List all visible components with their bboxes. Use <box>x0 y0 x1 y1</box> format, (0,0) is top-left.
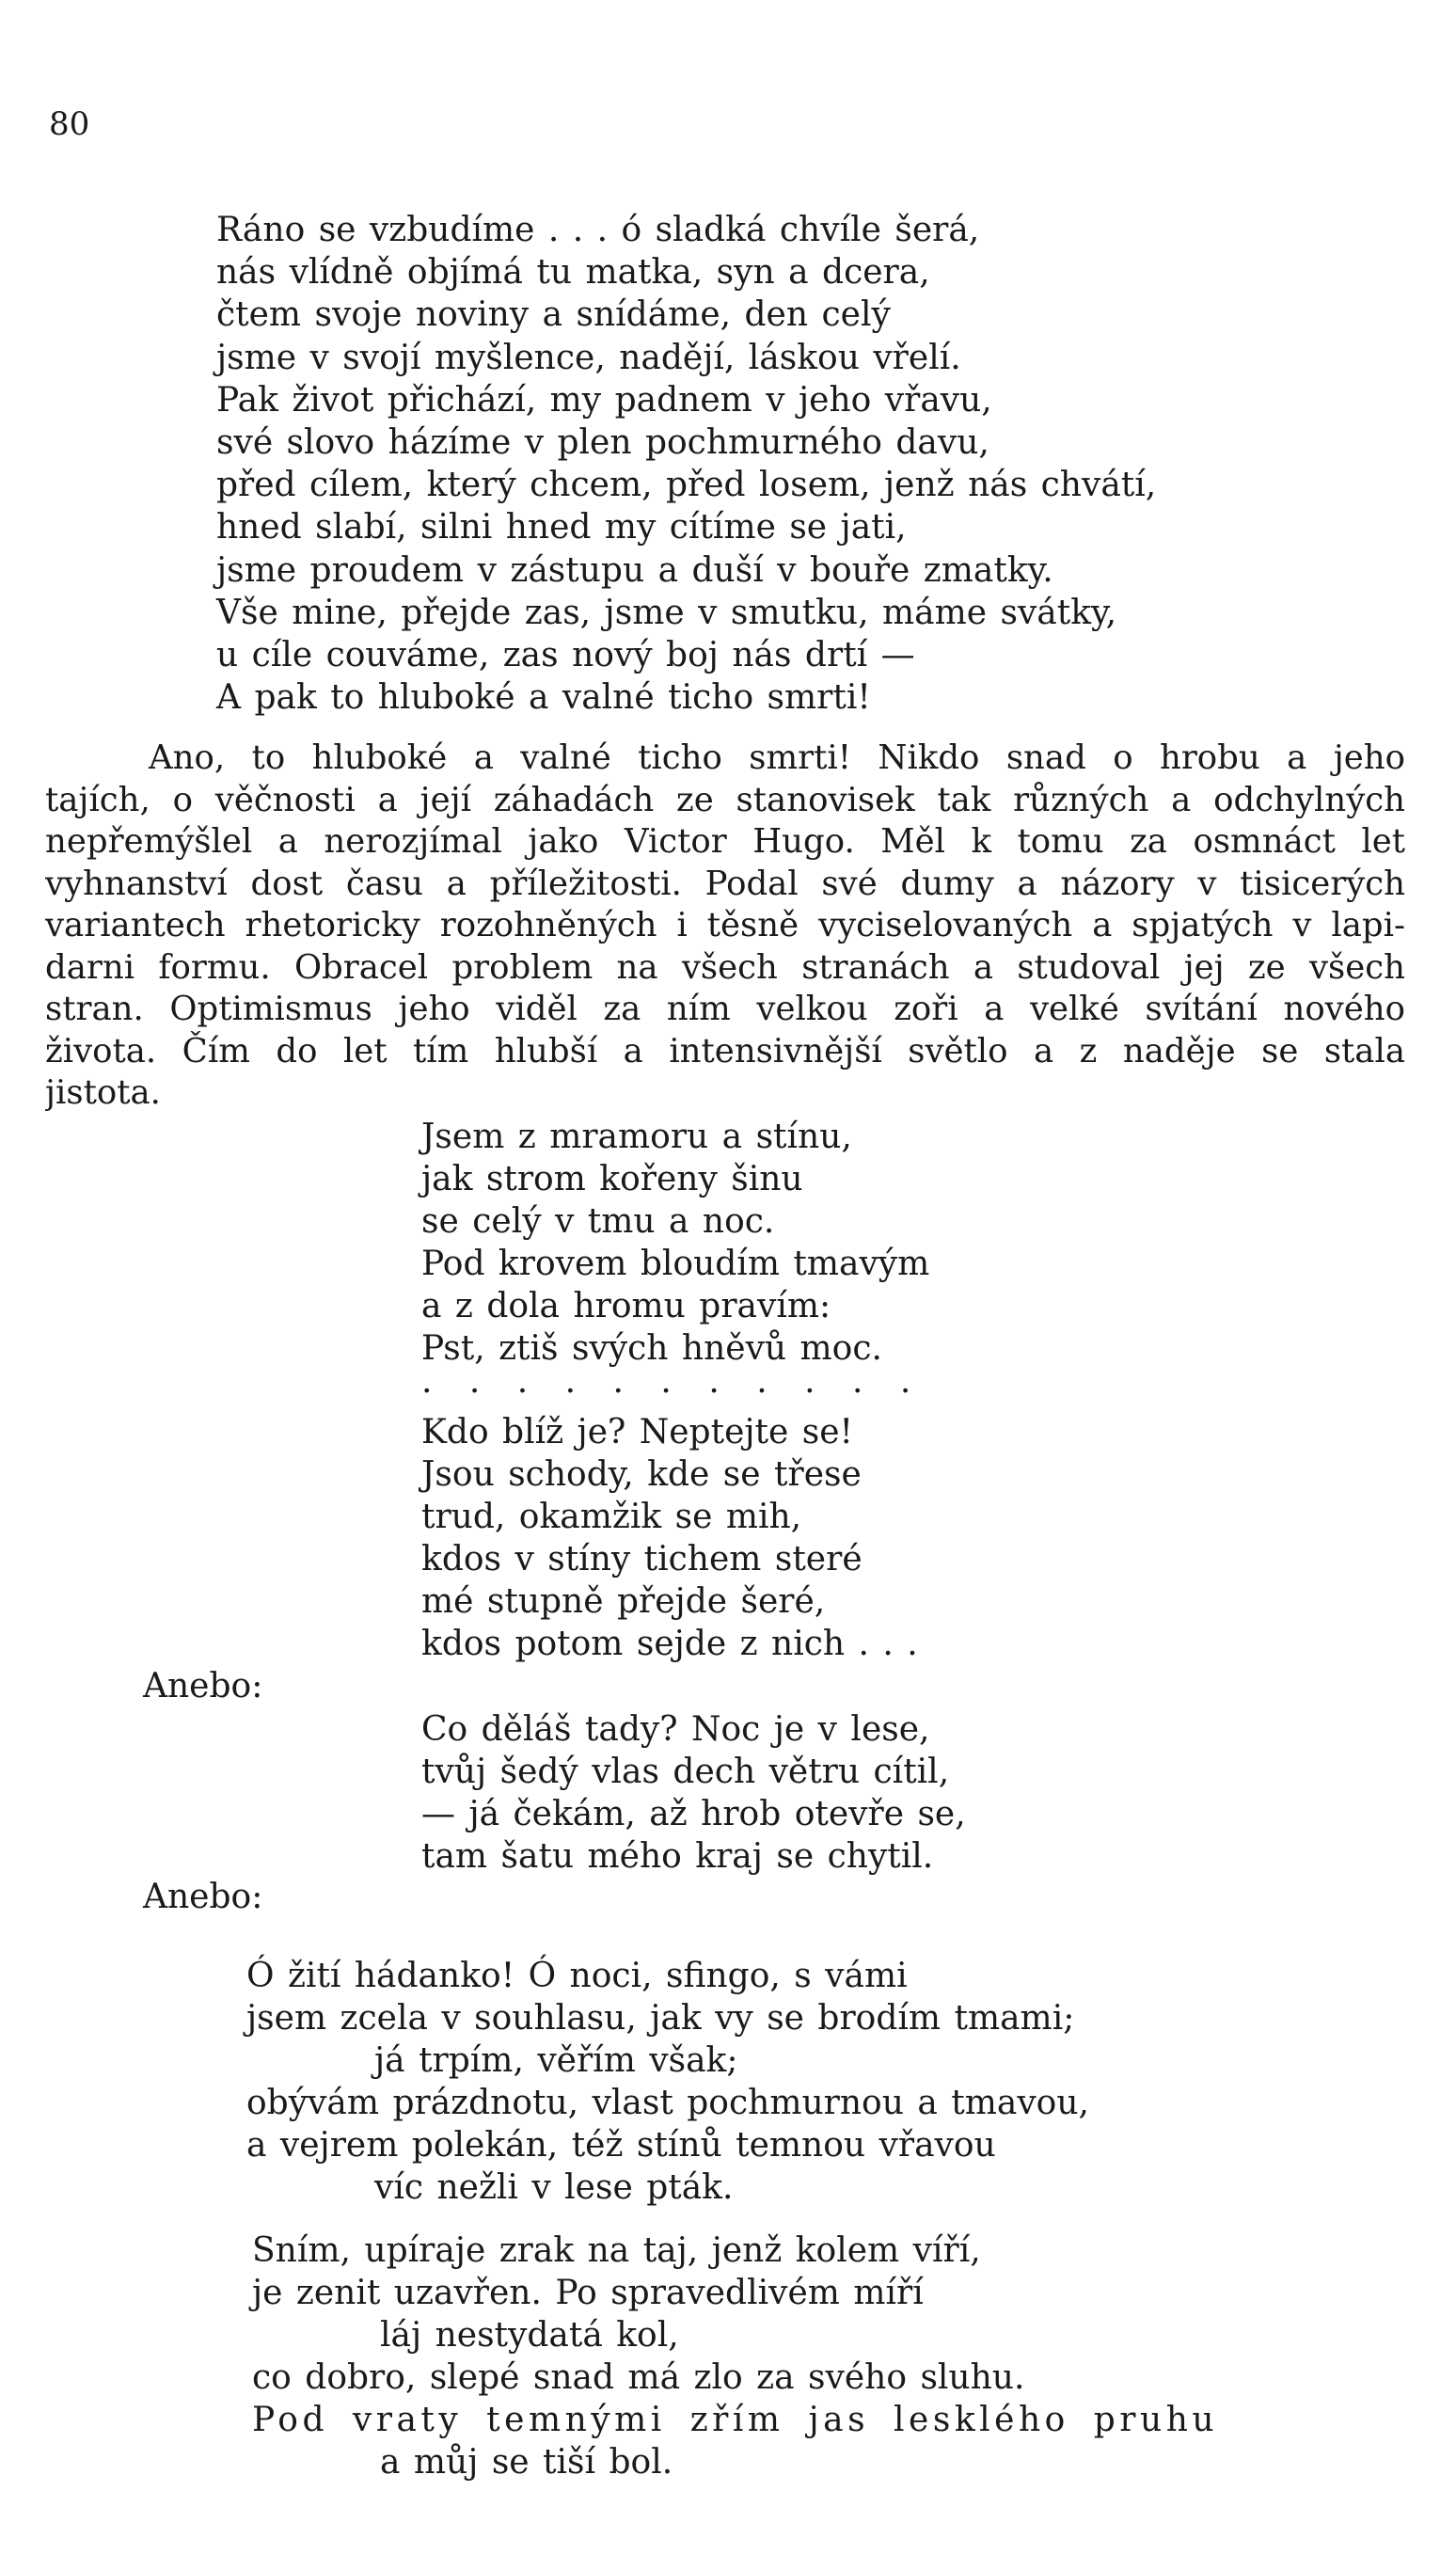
verse-line: Ó žití hádanko! Ó noci, sfingo, s vámi <box>246 1957 908 1995</box>
prose-line: stran. Optimismus jeho viděl za ním velkou zoři a velké svítání nového <box>45 990 1405 1028</box>
verse-line: jsem zcela v souhlasu, jak vy se brodím tmami; <box>246 1999 1075 2038</box>
prose-paragraph <box>45 738 1405 1115</box>
verse-line: a můj se tiší bol. <box>380 2443 673 2482</box>
prose-line: života. Čím do let tím hlubší a intensivnější světlo a z naděje se stala <box>45 1031 1405 1071</box>
verse-line: víc nežli v lese pták. <box>374 2168 734 2207</box>
verse-line: a z dola hromu pravím: <box>421 1287 831 1325</box>
prose-line: nepřemýšlel a nerozjímal jako Victor Hugo. Měl k tomu za osmnáct let <box>45 822 1405 861</box>
verse-line: své slovo házíme v plen pochmurného davu, <box>216 423 989 463</box>
verse-line: jsme v svojí myšlence, nadějí, láskou vřelí. <box>216 338 961 377</box>
anebo-label: Anebo: <box>143 1667 263 1705</box>
verse-line: se celý v tmu a noc. <box>421 1202 775 1241</box>
opening-stanza <box>216 209 1156 719</box>
verse-line: Jsem z mramoru a stínu, <box>421 1118 852 1156</box>
verse-line: jak strom kořeny šinu <box>421 1160 803 1198</box>
poem-marble <box>421 1116 929 1370</box>
verse-line: a vejrem polekán, též stínů temnou vřavou <box>246 2126 996 2165</box>
verse-line: co dobro, slepé snad má zlo za svého sluhu. <box>252 2358 1025 2397</box>
verse-line: já trpím, věřím však; <box>374 2041 738 2080</box>
poem-stairs <box>421 1411 918 1665</box>
verse-line: — já čekám, až hrob otevře se, <box>421 1795 966 1833</box>
verse-line: hned slabí, silni hned my cítíme se jati, <box>216 508 907 547</box>
verse-line: Pod vraty temnými zřím jas lesklého pruhu <box>252 2401 1219 2439</box>
verse-line: trud, okamžik se mih, <box>421 1498 802 1536</box>
verse-line: Ráno se vzbudíme . . . ó sladká chvíle šerá, <box>216 211 980 249</box>
verse-line: Sním, upíraje zrak na taj, jenž kolem víří, <box>252 2231 981 2270</box>
verse-line: jsme proudem v zástupu a duší v bouře zmatky. <box>216 550 1053 590</box>
verse-line: tvůj šedý vlas dech větru cítil, <box>421 1753 950 1791</box>
prose-line: vyhnanství dost času a příležitosti. Podal své dumy a názory v tisicerých <box>45 864 1405 903</box>
page-number: 80 <box>49 105 90 143</box>
verse-line: Pod krovem bloudím tmavým <box>421 1245 930 1283</box>
verse-line: obývám prázdnotu, vlast pochmurnou a tmavou, <box>246 2084 1089 2122</box>
prose-line: tajích, o věčnosti a její záhadách ze stanovisek tak různých a odchylných <box>45 780 1405 819</box>
verse-line: A pak to hluboké a valné ticho smrti! <box>216 678 871 718</box>
verse-line: nás vlídně objímá tu matka, syn a dcera, <box>216 253 930 293</box>
verse-line: Vše mine, přejde zas, jsme v smutku, máme svátky, <box>216 593 1117 632</box>
verse-line: u cíle couváme, zas nový boj nás drtí — <box>216 636 915 675</box>
poem-dream <box>252 2229 1218 2483</box>
verse-line: tam šatu mého kraj se chytil. <box>421 1837 934 1876</box>
prose-line: Ano, to hluboké a valné ticho smrti! Nikdo snad o hrobu a jeho <box>149 738 1405 777</box>
verse-line: Kdo blíž je? Neptejte se! <box>421 1413 853 1452</box>
verse-line: čtem svoje noviny a snídáme, den celý <box>216 295 891 335</box>
verse-line: Co děláš tady? Noc je v lese, <box>421 1710 930 1749</box>
verse-line: Jsou schody, kde se třese <box>421 1455 862 1494</box>
poem-forest <box>421 1708 966 1878</box>
verse-line: láj nestydatá kol, <box>380 2316 679 2355</box>
verse-line: mé stupně přejde šeré, <box>421 1582 826 1621</box>
verse-line: Pak život přichází, my padnem v jeho vřavu, <box>216 380 992 420</box>
verse-line: kdos potom sejde z nich . . . <box>421 1625 918 1663</box>
prose-line: variantech rhetoricky rozohněných i těsně vyciselovaných a spjatých v lapi- <box>45 906 1405 944</box>
verse-line: Pst, ztiš svých hněvů moc. <box>421 1329 882 1368</box>
verse-line: před cílem, který chcem, před losem, jenž nás chvátí, <box>216 466 1157 505</box>
ellipsis-separator: . . . . . . . . . . . <box>421 1362 925 1401</box>
verse-line: kdos v stíny tichem steré <box>421 1540 863 1578</box>
prose-line: jistota. <box>45 1073 161 1112</box>
prose-line: darni formu. Obracel problem na všech stranách a studoval jej ze všech <box>45 947 1405 987</box>
verse-line: je zenit uzavřen. Po spravedlivém míří <box>252 2274 924 2312</box>
anebo-label: Anebo: <box>143 1878 263 1916</box>
poem-riddle <box>246 1955 1089 2209</box>
